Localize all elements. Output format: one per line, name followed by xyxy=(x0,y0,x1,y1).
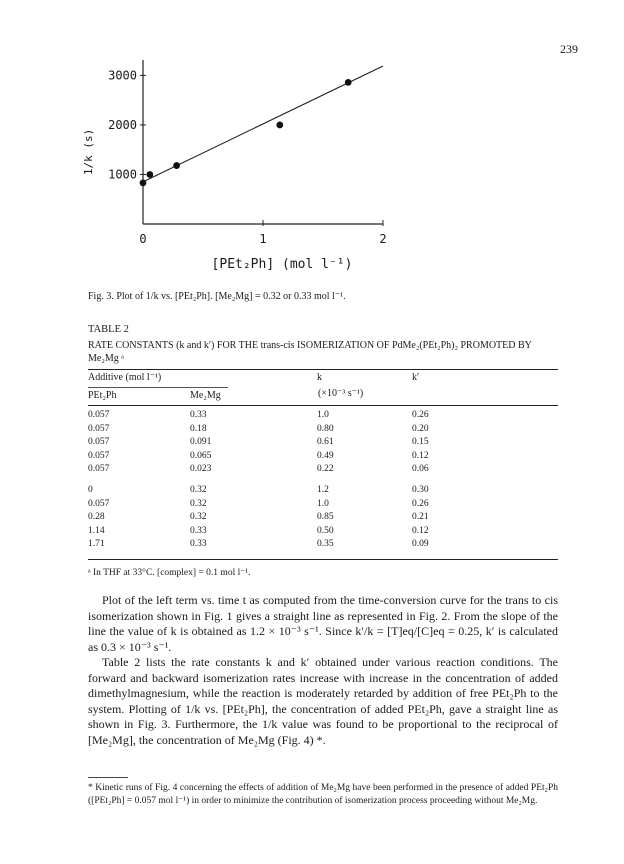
cell-k: 0.61 xyxy=(317,437,334,447)
data-point xyxy=(276,122,283,129)
table-footnote: ᵃ In THF at 33°C. [complex] = 0.1 mol l⁻¹. xyxy=(88,568,251,578)
additive-underline xyxy=(88,387,228,388)
cell-me2mg: 0.32 xyxy=(190,512,207,522)
cell-pet2ph: 1.71 xyxy=(88,539,105,549)
y-tick-label: 2000 xyxy=(108,117,137,132)
data-point xyxy=(173,162,180,169)
y-tick-label: 3000 xyxy=(108,68,137,83)
cell-me2mg: 0.32 xyxy=(190,485,207,495)
header-units: (×10⁻³ s⁻¹) xyxy=(318,388,364,399)
cell-k: 1.0 xyxy=(317,410,329,420)
table-bottom-rule xyxy=(88,559,558,560)
cell-kprime: 0.15 xyxy=(412,437,429,447)
cell-kprime: 0.21 xyxy=(412,512,429,522)
data-point xyxy=(146,171,153,178)
page-number: 239 xyxy=(560,42,578,56)
cell-me2mg: 0.33 xyxy=(190,539,207,549)
header-me2mg: Me₂Mg xyxy=(190,390,221,401)
cell-k: 0.85 xyxy=(317,512,334,522)
paragraph-2: Table 2 lists the rate constants k and k′ obtained under various reaction conditions. The forward and backward isomerization rates increase with increase in the concentration of added dimethylmagnesium, while the reaction is moderately retarded by addition of free PEt₂Ph to the system. Plotting of 1/k vs. [PEt₂Ph], the concentration of added PEt₂Ph, gave a straight line as shown in Fig. 3. Furthermore, the 1/k value was found to be proportional to the reciprocal of [Me₂Mg], the concentration of Me₂Mg (Fig. 4) *. xyxy=(88,655,558,747)
cell-k: 0.80 xyxy=(317,423,334,434)
cell-kprime: 0.12 xyxy=(412,450,429,461)
cell-k: 0.22 xyxy=(317,464,334,474)
cell-me2mg: 0.18 xyxy=(190,423,207,434)
x-tick-label: 2 xyxy=(379,232,387,246)
figure-3-chart xyxy=(70,60,430,282)
cell-kprime: 0.12 xyxy=(412,525,429,536)
header-additive: Additive (mol l⁻¹) xyxy=(88,372,162,383)
cell-kprime: 0.26 xyxy=(412,498,429,509)
header-kprime: k′ xyxy=(412,372,420,383)
cell-me2mg: 0.33 xyxy=(190,410,207,420)
cell-kprime: 0.26 xyxy=(412,410,429,420)
cell-pet2ph: 0.28 xyxy=(88,512,105,522)
tick-labels xyxy=(108,68,387,246)
table-header-rule xyxy=(88,405,558,406)
cell-pet2ph: 0.057 xyxy=(88,498,110,509)
cell-pet2ph: 0 xyxy=(88,485,93,495)
cell-kprime: 0.06 xyxy=(412,464,429,474)
cell-me2mg: 0.32 xyxy=(190,498,207,509)
cell-kprime: 0.20 xyxy=(412,423,429,434)
header-pet2ph: PEt₂Ph xyxy=(88,390,117,401)
cell-k: 0.49 xyxy=(317,450,334,461)
data-point xyxy=(140,179,147,186)
figure-caption: Fig. 3. Plot of 1/k vs. [PEt₂Ph]. [Me₂Mg] = 0.32 or 0.33 mol l⁻¹. xyxy=(88,291,346,302)
page-footnote: * Kinetic runs of Fig. 4 concerning the effects of addition of Me₂Mg have been performed in the presence of added PEt₂Ph ([PEt₂Ph] = 0.057 mol l⁻¹) in order to minimize the contribution of isomerization process proceeding without Me₂Mg. xyxy=(88,783,558,806)
cell-pet2ph: 0.057 xyxy=(88,450,110,461)
cell-k: 0.50 xyxy=(317,525,334,536)
y-axis-label: 1/k (s) xyxy=(82,128,95,176)
table-label: TABLE 2 xyxy=(88,324,129,335)
cell-pet2ph: 0.057 xyxy=(88,464,110,474)
table-top-rule xyxy=(88,369,558,370)
cell-kprime: 0.09 xyxy=(412,539,429,549)
footnote-rule xyxy=(88,777,128,778)
body-text xyxy=(88,593,558,748)
cell-pet2ph: 0.057 xyxy=(88,423,110,434)
cell-pet2ph: 0.057 xyxy=(88,410,110,420)
y-tick-label: 1000 xyxy=(108,167,137,182)
cell-pet2ph: 1.14 xyxy=(88,525,105,536)
cell-k: 1.2 xyxy=(317,485,329,495)
cell-me2mg: 0.023 xyxy=(190,464,212,474)
cell-kprime: 0.30 xyxy=(412,485,429,495)
cell-me2mg: 0.091 xyxy=(190,437,212,447)
data-point xyxy=(345,79,352,86)
cell-me2mg: 0.065 xyxy=(190,450,212,461)
header-k: k xyxy=(317,372,322,383)
cell-k: 0.35 xyxy=(317,539,334,549)
x-axis-label: [PEt₂Ph] (mol l⁻¹) xyxy=(211,257,353,272)
cell-me2mg: 0.33 xyxy=(190,525,207,536)
cell-pet2ph: 0.057 xyxy=(88,437,110,447)
table-title: RATE CONSTANTS (k and k′) FOR THE trans-cis ISOMERIZATION OF PdMe₂(PEt₂Ph)₂ PROMOTED BY Me₂Mg ᵃ xyxy=(88,340,532,364)
paragraph-1: Plot of the left term vs. time t as computed from the time-conversion curve for the trans to cis isomerization shown in Fig. 1 gives a straight line as represented in Fig. 2. From the slope of the line the value of k is obtained as 1.2 × 10⁻³ s⁻¹. Since k′/k = [T]eq/[C]eq = 0.25, k′ is calculated as 0.3 × 10⁻³ s⁻¹. xyxy=(88,593,558,654)
x-tick-label: 0 xyxy=(139,232,147,246)
cell-k: 1.0 xyxy=(317,498,329,509)
x-tick-label: 1 xyxy=(259,232,267,246)
